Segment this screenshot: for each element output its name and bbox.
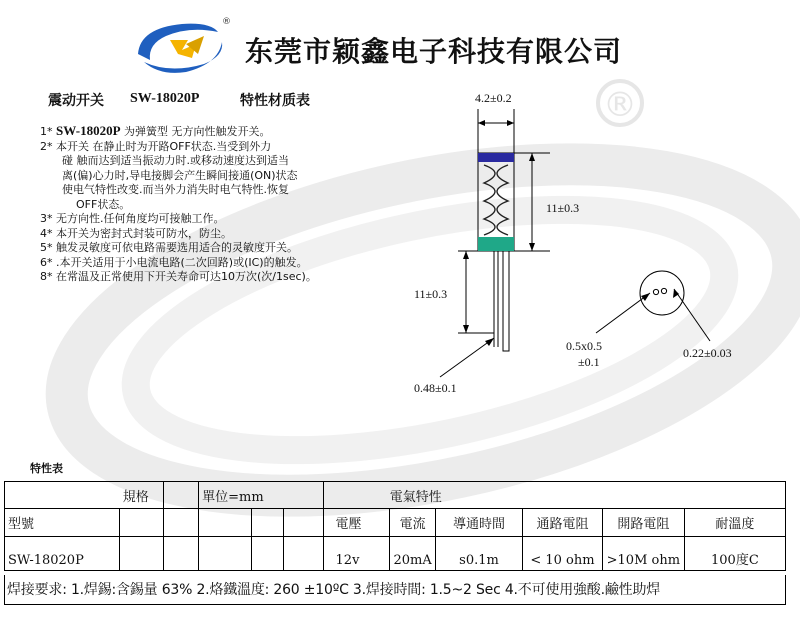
list-item: 6* .本开关适用于小电流电路(二次回路)或(IC)的触发。 (40, 255, 308, 269)
model-cell: SW-18020P (5, 537, 120, 571)
list-item: 8* 在常温及正常使用下开关寿命可达10万次(次/1sec)。 (40, 270, 317, 283)
list-item: 碰 触而达到适当振动力时.或移动速度达到适当 (62, 154, 289, 167)
spec-header: 規格 (120, 482, 163, 509)
voltage-cell: 12v (323, 537, 390, 571)
list-item: 3* 无方向性.任何角度均可接触工作。 (40, 212, 225, 225)
list-item: 离(偏)心力时,导电接脚会产生瞬间接通(ON)状态 (62, 168, 298, 182)
temp-resistance-header: 耐溫度 (684, 509, 785, 537)
table-row (5, 482, 786, 509)
watermark-registered-mark: ® (603, 85, 637, 125)
hole-dimension: 0.5x0.5 (566, 339, 602, 353)
unit-header: 單位=mm (199, 482, 284, 509)
off-resistance-header: 開路電阻 (602, 509, 684, 537)
table-row (5, 537, 786, 571)
lead-diameter-dimension: 0.48±0.1 (414, 381, 457, 395)
feature-list (40, 124, 380, 285)
spec-table (4, 481, 786, 571)
current-cell: 20mA (390, 537, 436, 571)
switch-base (478, 237, 514, 251)
product-type: 震动开关 (48, 93, 104, 109)
list-item: 4* 本开关为密封式封装可防水，防尘。 (40, 226, 232, 240)
conduction-time-header: 導通時間 (436, 509, 523, 537)
conduction-time-cell: s0.1m (436, 537, 523, 571)
hole-tolerance: ±0.1 (578, 355, 600, 369)
width-dimension: 4.2±0.2 (475, 91, 512, 105)
body-length-dimension: 11±0.3 (546, 201, 580, 215)
list-item: 使电气特性改变.而当外力消失时电气特性.恢复 (62, 183, 289, 196)
off-resistance-cell: >10M ohm (602, 537, 684, 571)
temp-resistance-cell: 100度C (684, 537, 785, 571)
current-header: 電流 (390, 509, 436, 537)
on-resistance-cell: < 10 ohm (523, 537, 603, 571)
list-item: OFF状态。 (76, 197, 131, 211)
list-item: 5* 触发灵敏度可依电路需要选用适合的灵敏度开关。 (40, 241, 298, 254)
sheet-title: 特性材质表 (240, 93, 310, 109)
voltage-header: 電壓 (323, 509, 390, 537)
list-item: 1* SW-18020P 为弹簧型 无方向性触发开关。 (40, 123, 271, 138)
lead-length-dimension: 11±0.3 (414, 287, 448, 301)
company-logo (130, 14, 230, 86)
logo-registered-mark: ® (222, 17, 231, 27)
wire-dimension: 0.22±0.03 (683, 346, 732, 360)
table-title: 特性表 (30, 462, 63, 475)
switch-cap (478, 153, 514, 162)
electrical-header: 電氣特性 (390, 482, 786, 509)
model-header: 型號 (5, 509, 120, 537)
table-row (5, 509, 786, 537)
soldering-requirements: 焊接要求: 1.焊錫:含錫量 63% 2.烙鐵溫度: 260 ±10ºC 3.焊接時間: 1.5~2 Sec 4.不可使用強酸.鹼性助焊 (4, 575, 786, 605)
company-name: 东莞市颖鑫电子科技有限公司 (245, 35, 623, 68)
on-resistance-header: 通路電阻 (523, 509, 603, 537)
product-model: SW-18020P (130, 91, 200, 106)
list-item: 2* 本开关 在静止时为开路OFF状态.当受到外力 (40, 139, 272, 153)
